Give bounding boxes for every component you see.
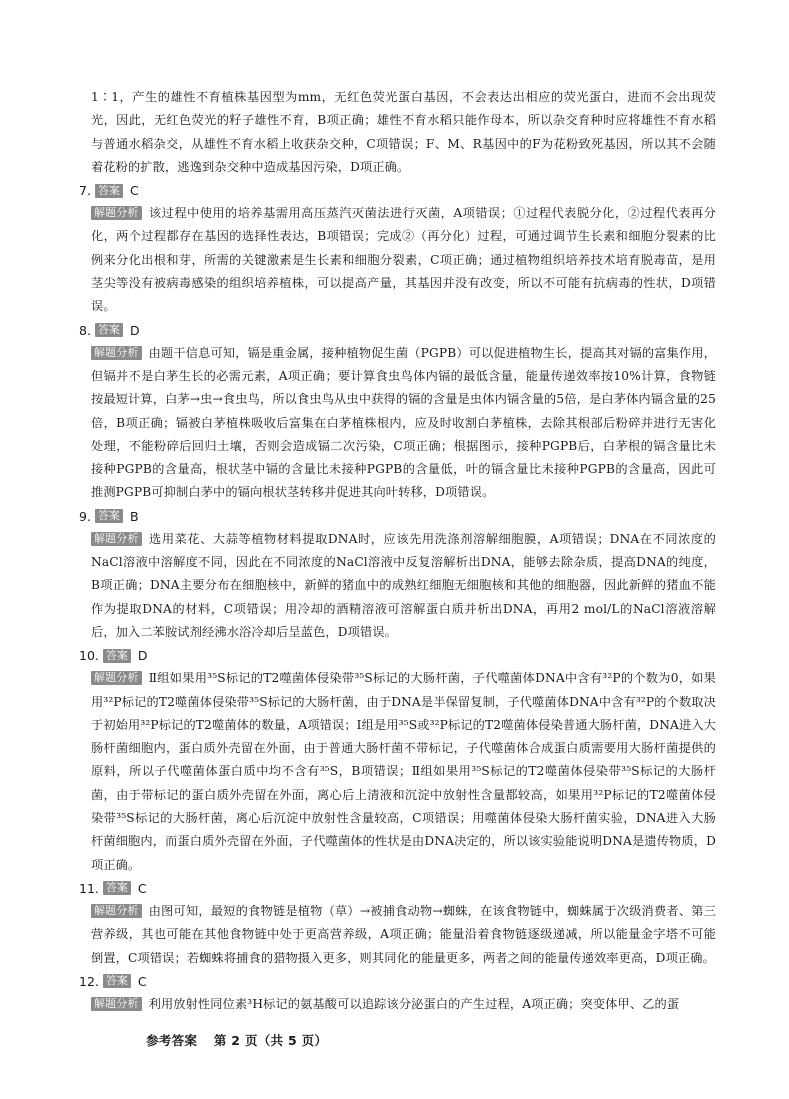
analysis-paragraph [91,202,716,318]
analysis-label: 解题分析 [91,532,142,546]
answer-value: C [137,973,147,989]
answer-label: 答案 [95,323,123,337]
question-header [79,505,716,528]
answer-value: D [137,648,148,664]
analysis-text: 利用放射性同位素³H标记的氨基酸可以追踪该分泌蛋白的产生过程，A项正确；突变体甲、乙的蛋 [148,996,680,1011]
question-number: 11. [79,880,99,896]
analysis-paragraph [91,528,716,644]
analysis-paragraph [91,993,716,1016]
question-block [79,877,716,970]
answer-value: C [137,880,147,896]
question-block [79,505,716,644]
answer-content [79,86,716,1016]
analysis-text: 由题干信息可知，镉是重金属，接种植物促生菌（PGPB）可以促进植物生长，提高其对镉的富集作用，但镉并不是白茅生长的必需元素，A项正确；要计算食虫鸟体内镉的最低含量，能量传递效率按10%计算，食物链按最短计算，白茅→虫→食虫鸟，所以食虫鸟从虫中获得的镉的含量是虫体内镉含量的5倍，是白茅体内镉含量的25倍，B项正确；镉被白茅植株吸收后富集在白茅植株根内，应及时收割白茅植株，去除其根部后粉碎并进行无害化处理，不能粉碎后回归土壤，否则会造成镉二次污染，C项正确；根据图示，接种PGPB后，白茅根的镉含量比未接种PGPB的含量高，根状茎中镉的含量比未接种PGPB的含量低，叶的镉含量比未接种PGPB的含量高，因此可推测PGPB可抑制白茅中的镉向根状茎转移并促进其向叶转移，D项错误。 [91,345,716,500]
analysis-label: 解题分析 [91,671,142,685]
question-header [79,179,716,202]
analysis-label: 解题分析 [91,997,142,1011]
continuation-paragraph: 1∶1，产生的雄性不育植株基因型为mm，无红色荧光蛋白基因，不会表达出相应的荧光蛋白，进而不会出现荧光，因此，无红色荧光的籽子雄性不育，B项正确；雄性不育水稻只能作母本，所以杂交育种时应将雄性不育水稻与普通水稻杂交，从雄性不育水稻上收获杂交种，C项错误；F、M、R基因中的F为花粉致死基因，所以其不会随着花粉的扩散，逃逸到杂交种中造成基因污染，D项正确。 [91,90,716,174]
page-footer [146,1031,339,1049]
footer-title: 参考答案 [146,1033,198,1048]
analysis-label: 解题分析 [91,904,142,918]
analysis-text: 该过程中使用的培养基需用高压蒸汽灭菌法进行灭菌，A项错误；①过程代表脱分化，②过程代表再分化，两个过程都存在基因的选择性表达，B项错误；完成②（再分化）过程，可通过调节生长素和细胞分裂素的比例来分化出根和芽，所需的关键激素是生长素和细胞分裂素，C项正确；通过植物组织培养技术培育脱毒苗，是用茎尖等没有被病毒感染的组织培养植株，可以提高产量，其基因并没有改变，所以不可能有抗病毒的性状，D项错误。 [91,206,716,314]
question-header [79,319,716,342]
question-header [79,644,716,667]
analysis-paragraph [91,667,716,877]
question-block [79,179,716,318]
answer-value: B [129,508,139,524]
answer-label: 答案 [95,509,123,523]
analysis-label: 解题分析 [91,206,142,220]
question-number: 12. [79,973,99,989]
analysis-text: 选用菜花、大蒜等植物材料提取DNA时，应该先用洗涤剂溶解细胞膜，A项错误；DNA在不同浓度的NaCl溶液中溶解度不同，因此在不同浓度的NaCl溶液中反复溶解析出DNA，能够去除杂质，提高DNA的纯度，B项正确；DNA主要分布在细胞核中，新鲜的猪血中的成熟红细胞无细胞核和其他的细胞器，因此新鲜的猪血不能作为提取DNA的材料，C项错误；用冷却的酒精溶液可溶解蛋白质并析出DNA，再用2 mol/L的NaCl溶液溶解后，加入二苯胺试剂经沸水浴冷却后呈蓝色，D项错误。 [91,531,716,639]
analysis-text: 由图可知，最短的食物链是植物（草）→被捕食动物→蜘蛛，在该食物链中，蜘蛛属于次级消费者、第三营养级，其也可能在其他食物链中处于更高营养级，A项正确；能量沿着食物链逐级递减，所以能量金字塔不可能倒置，C项错误；若蜘蛛将捕食的猎物摄入更多，则其同化的能量更多，两者之间的能量传递效率更高，D项正确。 [91,903,716,965]
analysis-text: Ⅱ组如果用³⁵S标记的T2噬菌体侵染带³⁵S标记的大肠杆菌，子代噬菌体DNA中含有³²P的个数为0，如果用³²P标记的T2噬菌体侵染带³⁵S标记的大肠杆菌，由于DNA是半保留复制，子代噬菌体DNA中含有³²P的个数取决于初始用³²P标记的T2噬菌体的数量，A项错误；Ⅰ组是用³⁵S或³²P标记的T2噬菌体侵染普通大肠杆菌，DNA进入大肠杆菌细胞内，蛋白质外壳留在外面，由于普通大肠杆菌不带标记，子代噬菌体合成蛋白质需要用大肠杆菌提供的原料，所以子代噬菌体蛋白质中均不含有³⁵S，B项错误；Ⅱ组如果用³⁵S标记的T2噬菌体侵染带³⁵S标记的大肠杆菌，由于带标记的蛋白质外壳留在外面，离心后上清液和沉淀中放射性含量都较高，如果用³²P标记的T2噬菌体侵染带³⁵S标记的大肠杆菌，离心后沉淀中放射性含量较高，C项错误；用噬菌体侵染大肠杆菌实验，DNA进入大肠杆菌细胞内，而蛋白质外壳留在外面，子代噬菌体的性状是由DNA决定的，所以该实验能说明DNA是遗传物质，D项正确。 [91,671,716,872]
analysis-paragraph [91,342,716,505]
question-header [79,877,716,900]
answer-label: 答案 [103,649,131,663]
question-number: 8. [79,322,91,338]
answer-label: 答案 [95,184,123,198]
answer-label: 答案 [103,974,131,988]
question-number: 10. [79,648,99,664]
question-block [79,319,716,505]
question-number: 9. [79,508,91,524]
footer-page-number: 第 2 页（共 5 页） [213,1033,328,1048]
analysis-paragraph [91,900,716,970]
question-number: 7. [79,183,91,199]
answer-value: D [129,322,140,338]
analysis-label: 解题分析 [91,346,142,360]
question-block [79,644,716,877]
question-header [79,970,716,993]
answer-label: 答案 [103,881,131,895]
question-block [79,970,716,1016]
answer-value: C [129,183,139,199]
